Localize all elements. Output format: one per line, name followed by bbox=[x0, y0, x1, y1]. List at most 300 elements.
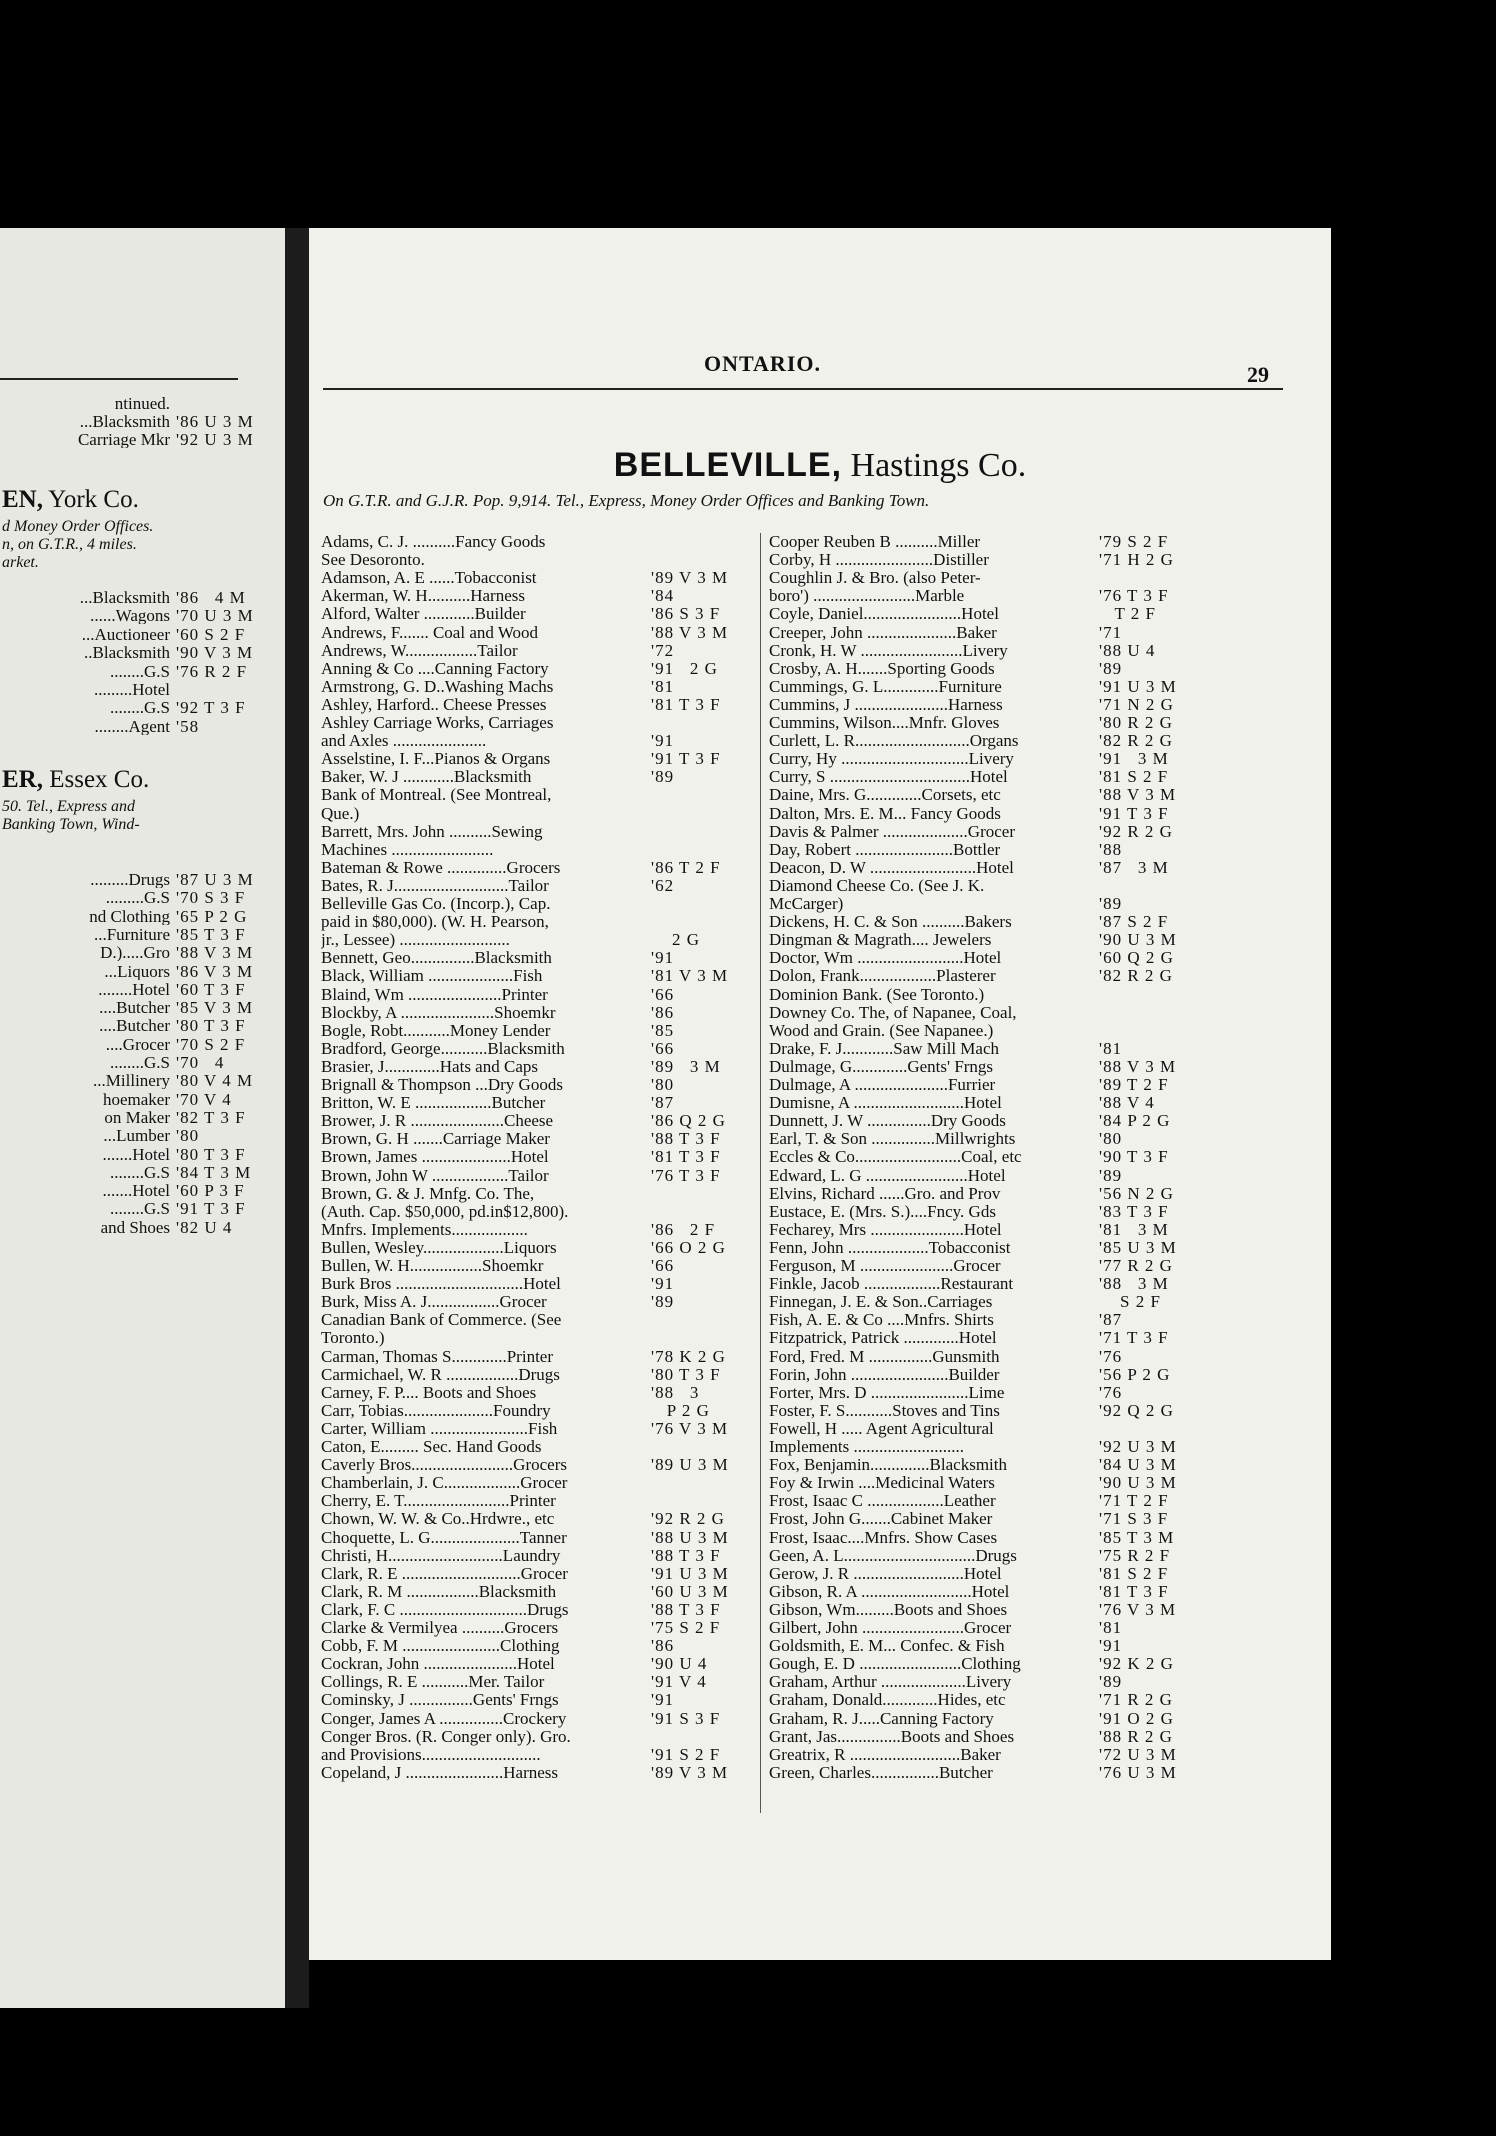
entry-rating: '71 H 2 G bbox=[1099, 550, 1174, 570]
entry-rating: '72 U 3 M bbox=[1099, 1744, 1177, 1764]
entry-name-business: Blaind, Wm ......................Printer bbox=[321, 985, 548, 1004]
entry-name-business: Goldsmith, E. M... Confec. & Fish bbox=[769, 1637, 1005, 1656]
directory-entry bbox=[769, 1746, 1209, 1764]
entry-rating: '80 bbox=[651, 1075, 675, 1094]
entry-rating: '84 T 3 M bbox=[176, 1162, 252, 1181]
entry-rating: '75 R 2 F bbox=[1099, 1545, 1171, 1565]
entry-name-business: Green, Charles................Butcher bbox=[769, 1763, 993, 1782]
entry-rating: '58 bbox=[176, 716, 200, 735]
directory-entry bbox=[769, 750, 1209, 768]
entry-name-business: McCarger) bbox=[769, 895, 844, 913]
entry-name-business: Curry, Hy ..............................Livery bbox=[769, 750, 1014, 769]
directory-entry bbox=[769, 642, 1209, 660]
town-subtitle: On G.T.R. and G.J.R. Pop. 9,914. Tel., Express, Money Order Offices and Banking Town. bbox=[323, 491, 930, 510]
entry-rating: '91 T 3 F bbox=[1099, 803, 1169, 823]
directory-entry bbox=[769, 1529, 1209, 1547]
left-page-entry bbox=[0, 606, 282, 624]
entry-rating: '71 T 2 F bbox=[1099, 1491, 1169, 1511]
directory-entry bbox=[769, 1637, 1209, 1655]
directory-entry bbox=[769, 931, 1209, 949]
entry-name-business: Greatrix, R ..........................Baker bbox=[769, 1745, 1001, 1764]
entry-name-business: Chown, W. W. & Co..Hrdwre., etc bbox=[321, 1510, 555, 1529]
directory-entry bbox=[769, 913, 1209, 931]
entry-name-business: Dulmage, G.............Gents' Frngs bbox=[769, 1057, 994, 1076]
directory-entry bbox=[321, 1094, 761, 1112]
entry-name-business: Cominsky, J ...............Gents' Frngs bbox=[321, 1691, 559, 1710]
directory-entry bbox=[769, 569, 1209, 587]
directory-entry bbox=[321, 732, 761, 750]
directory-entry bbox=[769, 533, 1209, 551]
entry-rating: '86 bbox=[651, 1002, 675, 1022]
entry-rating: '82 T 3 F bbox=[176, 1107, 246, 1126]
town-name: BELLEVILLE, bbox=[613, 446, 843, 484]
entry-name-business: Fowell, H ..... Agent Agricultural bbox=[769, 1419, 994, 1438]
entry-rating: '81 T 3 F bbox=[651, 694, 721, 714]
entry-rating: '88 3 bbox=[651, 1382, 700, 1402]
entry-name-business: Burk Bros ..............................Hotel bbox=[321, 1275, 561, 1294]
entry-name-business: See Desoronto. bbox=[321, 551, 425, 570]
entry-name-business: ntinued. bbox=[114, 394, 170, 412]
directory-entry bbox=[321, 1239, 761, 1257]
entry-rating: '87 bbox=[1099, 1310, 1123, 1330]
directory-entry bbox=[321, 1601, 761, 1619]
left-page-entry bbox=[0, 1035, 282, 1053]
entry-name-business: Drake, F. J............Saw Mill Mach bbox=[769, 1039, 1000, 1058]
entry-name-business: Curlett, L. R...........................Organs bbox=[769, 732, 1019, 751]
entry-rating: '84 bbox=[651, 586, 675, 606]
entry-rating: '71 bbox=[1099, 622, 1123, 642]
entry-name-business: Fenn, John ...................Tobacconist bbox=[769, 1238, 1011, 1257]
directory-entry bbox=[769, 587, 1209, 605]
entry-name-business: Graham, Donald.............Hides, etc bbox=[769, 1691, 1006, 1710]
left-page-entry bbox=[0, 962, 282, 980]
entry-rating: '91 S 3 F bbox=[651, 1708, 721, 1728]
entry-name-business: Chamberlain, J. C..................Grocer bbox=[321, 1474, 568, 1493]
entry-name-business: Dunnett, J. W ...............Dry Goods bbox=[769, 1112, 1006, 1131]
entry-name-business: ...Lumber bbox=[103, 1126, 170, 1145]
directory-entry bbox=[321, 569, 761, 587]
directory-entry bbox=[321, 1293, 761, 1311]
entry-rating: '84 P 2 G bbox=[1099, 1111, 1171, 1131]
entry-name-business: D.).....Gro bbox=[100, 943, 170, 962]
entry-name-business: ...Furniture bbox=[93, 924, 170, 943]
entry-rating: '85 V 3 M bbox=[176, 998, 254, 1017]
entry-name-business: Cooper Reuben B ..........Miller bbox=[769, 533, 981, 551]
entry-rating: '88 R 2 G bbox=[1099, 1726, 1173, 1746]
directory-entry bbox=[321, 1746, 761, 1764]
left-page-entry bbox=[0, 698, 282, 716]
directory-entry bbox=[321, 642, 761, 660]
entry-name-business: Carr, Tobias.....................Foundry bbox=[321, 1401, 551, 1420]
directory-entry bbox=[321, 967, 761, 985]
entry-name-business: Conger, James A ...............Crockery bbox=[321, 1709, 567, 1728]
entry-name-business: Earl, T. & Son ...............Millwrights bbox=[769, 1130, 1016, 1149]
entry-name-business: Armstrong, G. D..Washing Machs bbox=[321, 677, 554, 696]
entry-rating: '60 P 3 F bbox=[176, 1181, 245, 1200]
entry-name-business: ........G.S bbox=[110, 1053, 170, 1071]
left-page-entry bbox=[0, 998, 282, 1016]
directory-entry bbox=[321, 1004, 761, 1022]
town-county: York Co. bbox=[42, 486, 139, 513]
entry-rating: '66 bbox=[651, 984, 675, 1004]
entry-rating: '76 U 3 M bbox=[1099, 1762, 1177, 1782]
page-number: 29 bbox=[1247, 362, 1269, 387]
entry-name-business: ........G.S bbox=[110, 1162, 170, 1181]
entry-rating: '88 3 M bbox=[1099, 1274, 1169, 1294]
entry-name-business: Adamson, A. E ......Tobacconist bbox=[321, 569, 537, 588]
entry-rating: '82 U 4 bbox=[176, 1217, 233, 1236]
entry-name-business: Frost, Isaac C ..................Leather bbox=[769, 1492, 996, 1511]
entry-name-business: ...Millinery bbox=[93, 1071, 170, 1090]
directory-entry bbox=[321, 823, 761, 841]
entry-rating: '91 2 G bbox=[651, 658, 718, 678]
directory-entry bbox=[321, 1764, 761, 1782]
entry-name-business: Britton, W. E ..................Butcher bbox=[321, 1094, 546, 1113]
directory-page bbox=[309, 228, 1331, 1960]
directory-entry bbox=[321, 1257, 761, 1275]
directory-entry bbox=[769, 1583, 1209, 1601]
directory-entry bbox=[321, 768, 761, 786]
left-page-entry bbox=[0, 1163, 282, 1181]
directory-entry bbox=[321, 1420, 761, 1438]
directory-entry bbox=[321, 750, 761, 768]
entry-rating: '87 S 2 F bbox=[1099, 912, 1169, 932]
left-page-town-heading bbox=[2, 766, 149, 794]
entry-rating: '66 bbox=[651, 1038, 675, 1058]
directory-entry bbox=[769, 1438, 1209, 1456]
entry-name-business: Foy & Irwin ....Medicinal Waters bbox=[769, 1474, 995, 1493]
directory-entry bbox=[321, 1691, 761, 1709]
entry-name-business: Burk, Miss A. J.................Grocer bbox=[321, 1293, 547, 1312]
entry-name-business: Cummins, J ......................Harness bbox=[769, 695, 1003, 714]
entry-rating: '80 bbox=[176, 1126, 200, 1145]
entry-name-business: Caton, E......... Sec. Hand Goods bbox=[321, 1438, 542, 1456]
entry-rating: '90 T 3 F bbox=[1099, 1147, 1169, 1167]
directory-entry bbox=[769, 1510, 1209, 1528]
entry-name-business: Dickens, H. C. & Son ..........Bakers bbox=[769, 913, 1012, 932]
entry-name-business: Cobb, F. M .......................Clothing bbox=[321, 1637, 560, 1656]
entry-name-business: Fish, A. E. & Co ....Mnfrs. Shirts bbox=[769, 1311, 994, 1330]
directory-entry bbox=[321, 1456, 761, 1474]
entry-rating: '71 N 2 G bbox=[1099, 694, 1174, 714]
directory-entry bbox=[769, 786, 1209, 804]
directory-entry bbox=[321, 1221, 761, 1239]
entry-rating: '86 2 F bbox=[651, 1219, 716, 1239]
entry-rating: '91 O 2 G bbox=[1099, 1708, 1174, 1728]
entry-rating: '66 bbox=[651, 1256, 675, 1275]
entry-name-business: Clark, R. E ............................Grocer bbox=[321, 1564, 568, 1583]
entry-name-business: hoemaker bbox=[102, 1089, 170, 1108]
directory-entry bbox=[769, 1329, 1209, 1347]
entry-rating: '86 Q 2 G bbox=[651, 1111, 726, 1131]
left-page-entry bbox=[0, 412, 282, 430]
directory-entry bbox=[321, 1148, 761, 1166]
directory-entry bbox=[769, 1130, 1209, 1148]
left-page-entry bbox=[0, 1145, 282, 1163]
left-page-fragment bbox=[0, 228, 285, 2008]
entry-name-business: ........G.S bbox=[110, 698, 170, 717]
directory-entry bbox=[321, 1438, 761, 1456]
directory-entry bbox=[321, 1130, 761, 1148]
entry-rating: '89 bbox=[1099, 658, 1123, 678]
entry-rating: '62 bbox=[651, 875, 675, 895]
entry-rating: '65 P 2 G bbox=[176, 906, 248, 925]
entry-name-business: Carter, William .......................Fish bbox=[321, 1419, 558, 1438]
directory-entry bbox=[321, 805, 761, 823]
directory-entry bbox=[321, 605, 761, 623]
directory-entry bbox=[321, 841, 761, 859]
directory-entry bbox=[321, 678, 761, 696]
town-note: d Money Order Offices. bbox=[2, 518, 154, 535]
entry-rating: '91 S 2 F bbox=[651, 1744, 721, 1764]
entry-name-business: Collings, R. E ...........Mer. Tailor bbox=[321, 1673, 545, 1692]
entry-name-business: Ashley Carriage Works, Carriages bbox=[321, 714, 554, 732]
entry-rating: '85 bbox=[651, 1020, 675, 1040]
directory-entry bbox=[321, 1384, 761, 1402]
entry-name-business: Eustace, E. (Mrs. S.)....Fncy. Gds bbox=[769, 1202, 996, 1221]
directory-entry bbox=[321, 1022, 761, 1040]
entry-rating: '88 V 4 bbox=[1099, 1093, 1155, 1113]
entry-name-business: Clark, F. C ..............................Drugs bbox=[321, 1600, 569, 1619]
town-note: 50. Tel., Express and bbox=[2, 798, 136, 815]
directory-entry bbox=[769, 1728, 1209, 1746]
entry-name-business: ....Butcher bbox=[99, 998, 170, 1017]
entry-name-business: Cummins, Wilson....Mnfr. Gloves bbox=[769, 714, 1000, 732]
directory-entry bbox=[321, 551, 761, 569]
entry-name-business: ........Agent bbox=[94, 716, 170, 735]
directory-entry bbox=[321, 1474, 761, 1492]
entry-name-business: Bullen, Wesley...................Liquors bbox=[321, 1238, 557, 1257]
entry-rating: '92 U 3 M bbox=[176, 430, 254, 448]
book-spine bbox=[285, 228, 309, 2008]
directory-entry bbox=[769, 1456, 1209, 1474]
entry-name-business: Dumisne, A ..........................Hotel bbox=[769, 1094, 1002, 1113]
left-page-entry bbox=[0, 1090, 282, 1108]
directory-entry bbox=[769, 1275, 1209, 1293]
directory-entry bbox=[769, 877, 1209, 895]
entry-name-business: Cummings, G. L.............Furniture bbox=[769, 677, 1002, 696]
directory-entry bbox=[769, 986, 1209, 1004]
entry-rating: '89 3 M bbox=[651, 1056, 721, 1076]
entry-name-business: Choquette, L. G.....................Tanner bbox=[321, 1528, 567, 1547]
entry-rating: '86 S 3 F bbox=[651, 604, 721, 624]
entry-name-business: Gilbert, John ........................Grocer bbox=[769, 1619, 1012, 1637]
directory-entry bbox=[769, 949, 1209, 967]
entry-rating: '76 T 3 F bbox=[1099, 586, 1169, 606]
directory-entry bbox=[321, 1275, 761, 1293]
entry-rating: '91 bbox=[651, 1274, 675, 1294]
entry-rating: '89 V 3 M bbox=[651, 568, 729, 588]
entry-rating: '91 U 3 M bbox=[651, 1563, 729, 1583]
directory-entry bbox=[321, 1348, 761, 1366]
directory-entry bbox=[321, 1402, 761, 1420]
directory-entry bbox=[769, 1239, 1209, 1257]
entry-rating: '81 bbox=[651, 676, 675, 696]
directory-entry bbox=[321, 587, 761, 605]
directory-entry bbox=[321, 1185, 761, 1203]
entry-rating: '82 R 2 G bbox=[1099, 731, 1173, 751]
entry-name-business: Bennett, Geo...............Blacksmith bbox=[321, 949, 552, 968]
entry-rating: '80 bbox=[1099, 1129, 1123, 1149]
entry-rating: '70 4 bbox=[176, 1053, 225, 1071]
directory-entry bbox=[321, 1366, 761, 1384]
directory-entry bbox=[321, 714, 761, 732]
directory-entry bbox=[769, 660, 1209, 678]
entry-name-business: Elvins, Richard ......Gro. and Prov bbox=[769, 1184, 1001, 1203]
directory-entry bbox=[321, 624, 761, 642]
town-note: Banking Town, Wind- bbox=[2, 816, 140, 833]
directory-entry bbox=[321, 1112, 761, 1130]
directory-entry bbox=[321, 931, 761, 949]
entry-rating: '81 bbox=[1099, 1038, 1123, 1058]
entry-name-business: Davis & Palmer ....................Grocer bbox=[769, 822, 1015, 841]
entry-name-business: Asselstine, I. F...Pianos & Organs bbox=[321, 750, 551, 769]
directory-entry bbox=[321, 1076, 761, 1094]
entry-name-business: Forin, John .......................Builder bbox=[769, 1365, 1000, 1384]
entry-rating: '77 R 2 G bbox=[1099, 1256, 1173, 1275]
entry-name-business: Carman, Thomas S.............Printer bbox=[321, 1347, 553, 1366]
entry-name-business: Eccles & Co.........................Coal, etc bbox=[769, 1148, 1022, 1167]
entry-rating: '90 U 4 bbox=[651, 1654, 708, 1674]
entry-rating: '70 S 2 F bbox=[176, 1034, 246, 1053]
directory-entry bbox=[769, 1221, 1209, 1239]
directory-entry bbox=[321, 949, 761, 967]
entry-rating: '89 bbox=[1099, 1672, 1123, 1692]
entry-name-business: Christi, H...........................Laundry bbox=[321, 1546, 561, 1565]
entry-name-business: Cronk, H. W ........................Livery bbox=[769, 641, 1008, 660]
directory-entry bbox=[321, 986, 761, 1004]
entry-rating: '76 R 2 F bbox=[176, 661, 248, 680]
directory-entry bbox=[769, 1673, 1209, 1691]
entry-rating: '70 S 3 F bbox=[176, 888, 246, 907]
entry-name-business: Dulmage, A ......................Furrier bbox=[769, 1076, 996, 1094]
directory-entry bbox=[769, 624, 1209, 642]
left-page-entry bbox=[0, 662, 282, 680]
directory-entry bbox=[321, 533, 761, 551]
entry-name-business: Fox, Benjamin..............Blacksmith bbox=[769, 1456, 1007, 1475]
directory-entry bbox=[321, 1510, 761, 1528]
entry-name-business: ........Hotel bbox=[98, 979, 170, 998]
entry-name-business: Gough, E. D ........................Clothing bbox=[769, 1655, 1021, 1674]
entry-name-business: Crosby, A. H.......Sporting Goods bbox=[769, 659, 995, 678]
entry-name-business: Brower, J. R ......................Cheese bbox=[321, 1112, 554, 1131]
entry-rating: '91 T 3 F bbox=[651, 749, 721, 769]
entry-rating: '83 T 3 F bbox=[1099, 1201, 1169, 1221]
entry-rating: '89 U 3 M bbox=[651, 1455, 729, 1475]
entry-name-business: Wood and Grain. (See Napanee.) bbox=[769, 1021, 994, 1040]
entry-name-business: Alford, Walter ............Builder bbox=[321, 605, 526, 624]
entry-rating: '86 4 M bbox=[176, 588, 246, 606]
directory-entry bbox=[769, 1420, 1209, 1438]
left-page-entry bbox=[0, 643, 282, 661]
entry-rating: '81 V 3 M bbox=[651, 966, 729, 986]
entry-rating: '81 T 3 F bbox=[651, 1147, 721, 1167]
directory-entry bbox=[321, 877, 761, 895]
town-heading bbox=[309, 446, 1331, 485]
entry-name-business: .........G.S bbox=[105, 888, 170, 907]
directory-entry bbox=[321, 1529, 761, 1547]
entry-name-business: Adams, C. J. ..........Fancy Goods bbox=[321, 533, 546, 551]
directory-entry bbox=[769, 1293, 1209, 1311]
entry-name-business: Cockran, John ......................Hotel bbox=[321, 1655, 555, 1674]
entry-rating: '89 bbox=[651, 767, 675, 787]
entry-rating: '71 S 3 F bbox=[1099, 1509, 1169, 1529]
directory-entry bbox=[769, 1384, 1209, 1402]
directory-entry bbox=[769, 714, 1209, 732]
entry-rating: '66 O 2 G bbox=[651, 1237, 726, 1257]
directory-entry bbox=[769, 1022, 1209, 1040]
entry-name-business: ........G.S bbox=[110, 661, 170, 680]
entry-rating: '81 T 3 F bbox=[1099, 1581, 1169, 1601]
directory-entry bbox=[769, 1764, 1209, 1782]
town-name: EN, bbox=[2, 486, 43, 513]
entry-name-business: Ashley, Harford.. Cheese Presses bbox=[321, 695, 547, 714]
entry-name-business: Andrews, W.................Tailor bbox=[321, 641, 518, 660]
entry-name-business: Copeland, J .......................Harness bbox=[321, 1763, 559, 1782]
entry-name-business: ......Wagons bbox=[90, 606, 170, 625]
entry-rating: '91 V 4 bbox=[651, 1672, 707, 1692]
town-name: ER, bbox=[2, 766, 43, 793]
directory-entry bbox=[769, 1492, 1209, 1510]
entry-name-business: paid in $80,000). (W. H. Pearson, bbox=[321, 913, 549, 932]
directory-entry bbox=[321, 1728, 761, 1746]
entry-name-business: Belleville Gas Co. (Incorp.), Cap. bbox=[321, 895, 551, 913]
entry-rating: '88 T 3 F bbox=[651, 1129, 721, 1149]
entry-name-business: Mnfrs. Implements.................. bbox=[321, 1220, 528, 1239]
left-page-town-heading bbox=[2, 486, 139, 514]
entry-rating: '71 T 3 F bbox=[1099, 1328, 1169, 1348]
entry-name-business: Diamond Cheese Co. (See J. K. bbox=[769, 876, 985, 895]
entry-name-business: Canadian Bank of Commerce. (See bbox=[321, 1311, 562, 1330]
left-page-entry bbox=[0, 1053, 282, 1071]
entry-name-business: Ferguson, M ......................Grocer bbox=[769, 1257, 1001, 1275]
directory-entry bbox=[321, 1655, 761, 1673]
entry-rating: '89 bbox=[1099, 894, 1123, 913]
left-page-entry bbox=[0, 588, 282, 606]
directory-entry bbox=[769, 1565, 1209, 1583]
directory-entry bbox=[769, 551, 1209, 569]
entry-name-business: Brignall & Thompson ...Dry Goods bbox=[321, 1076, 563, 1094]
entry-name-business: .......Hotel bbox=[102, 1181, 170, 1200]
entry-rating: '79 S 2 F bbox=[1099, 532, 1169, 551]
entry-rating: '88 V 3 M bbox=[651, 622, 729, 642]
entry-rating: '56 N 2 G bbox=[1099, 1183, 1174, 1203]
entry-name-business: Andrews, F....... Coal and Wood bbox=[321, 623, 538, 642]
entry-name-business: Ford, Fred. M ...............Gunsmith bbox=[769, 1347, 1000, 1366]
entry-rating: '90 U 3 M bbox=[1099, 1473, 1177, 1493]
entry-name-business: (Auth. Cap. $50,000, pd.in$12,800). bbox=[321, 1202, 569, 1221]
directory-entry bbox=[769, 768, 1209, 786]
directory-entry bbox=[769, 1402, 1209, 1420]
directory-entry bbox=[321, 696, 761, 714]
entry-name-business: Edward, L. G ........................Hotel bbox=[769, 1166, 1006, 1185]
entry-rating: '86 T 2 F bbox=[651, 857, 721, 877]
town-note: arket. bbox=[2, 554, 39, 571]
entry-rating: '76 V 3 M bbox=[651, 1418, 729, 1438]
directory-entry bbox=[769, 1311, 1209, 1329]
directory-entry bbox=[769, 1058, 1209, 1076]
entry-name-business: ...Liquors bbox=[104, 961, 170, 980]
directory-entry bbox=[321, 1167, 761, 1185]
entry-name-business: Barrett, Mrs. John ..........Sewing bbox=[321, 822, 543, 841]
left-page-entry bbox=[0, 980, 282, 998]
directory-entry bbox=[769, 859, 1209, 877]
entry-name-business: Coughlin J. & Bro. (also Peter- bbox=[769, 569, 981, 588]
directory-entry bbox=[769, 732, 1209, 750]
town-county: Hastings Co. bbox=[842, 447, 1027, 484]
directory-entry bbox=[769, 805, 1209, 823]
directory-entry bbox=[321, 1311, 761, 1329]
